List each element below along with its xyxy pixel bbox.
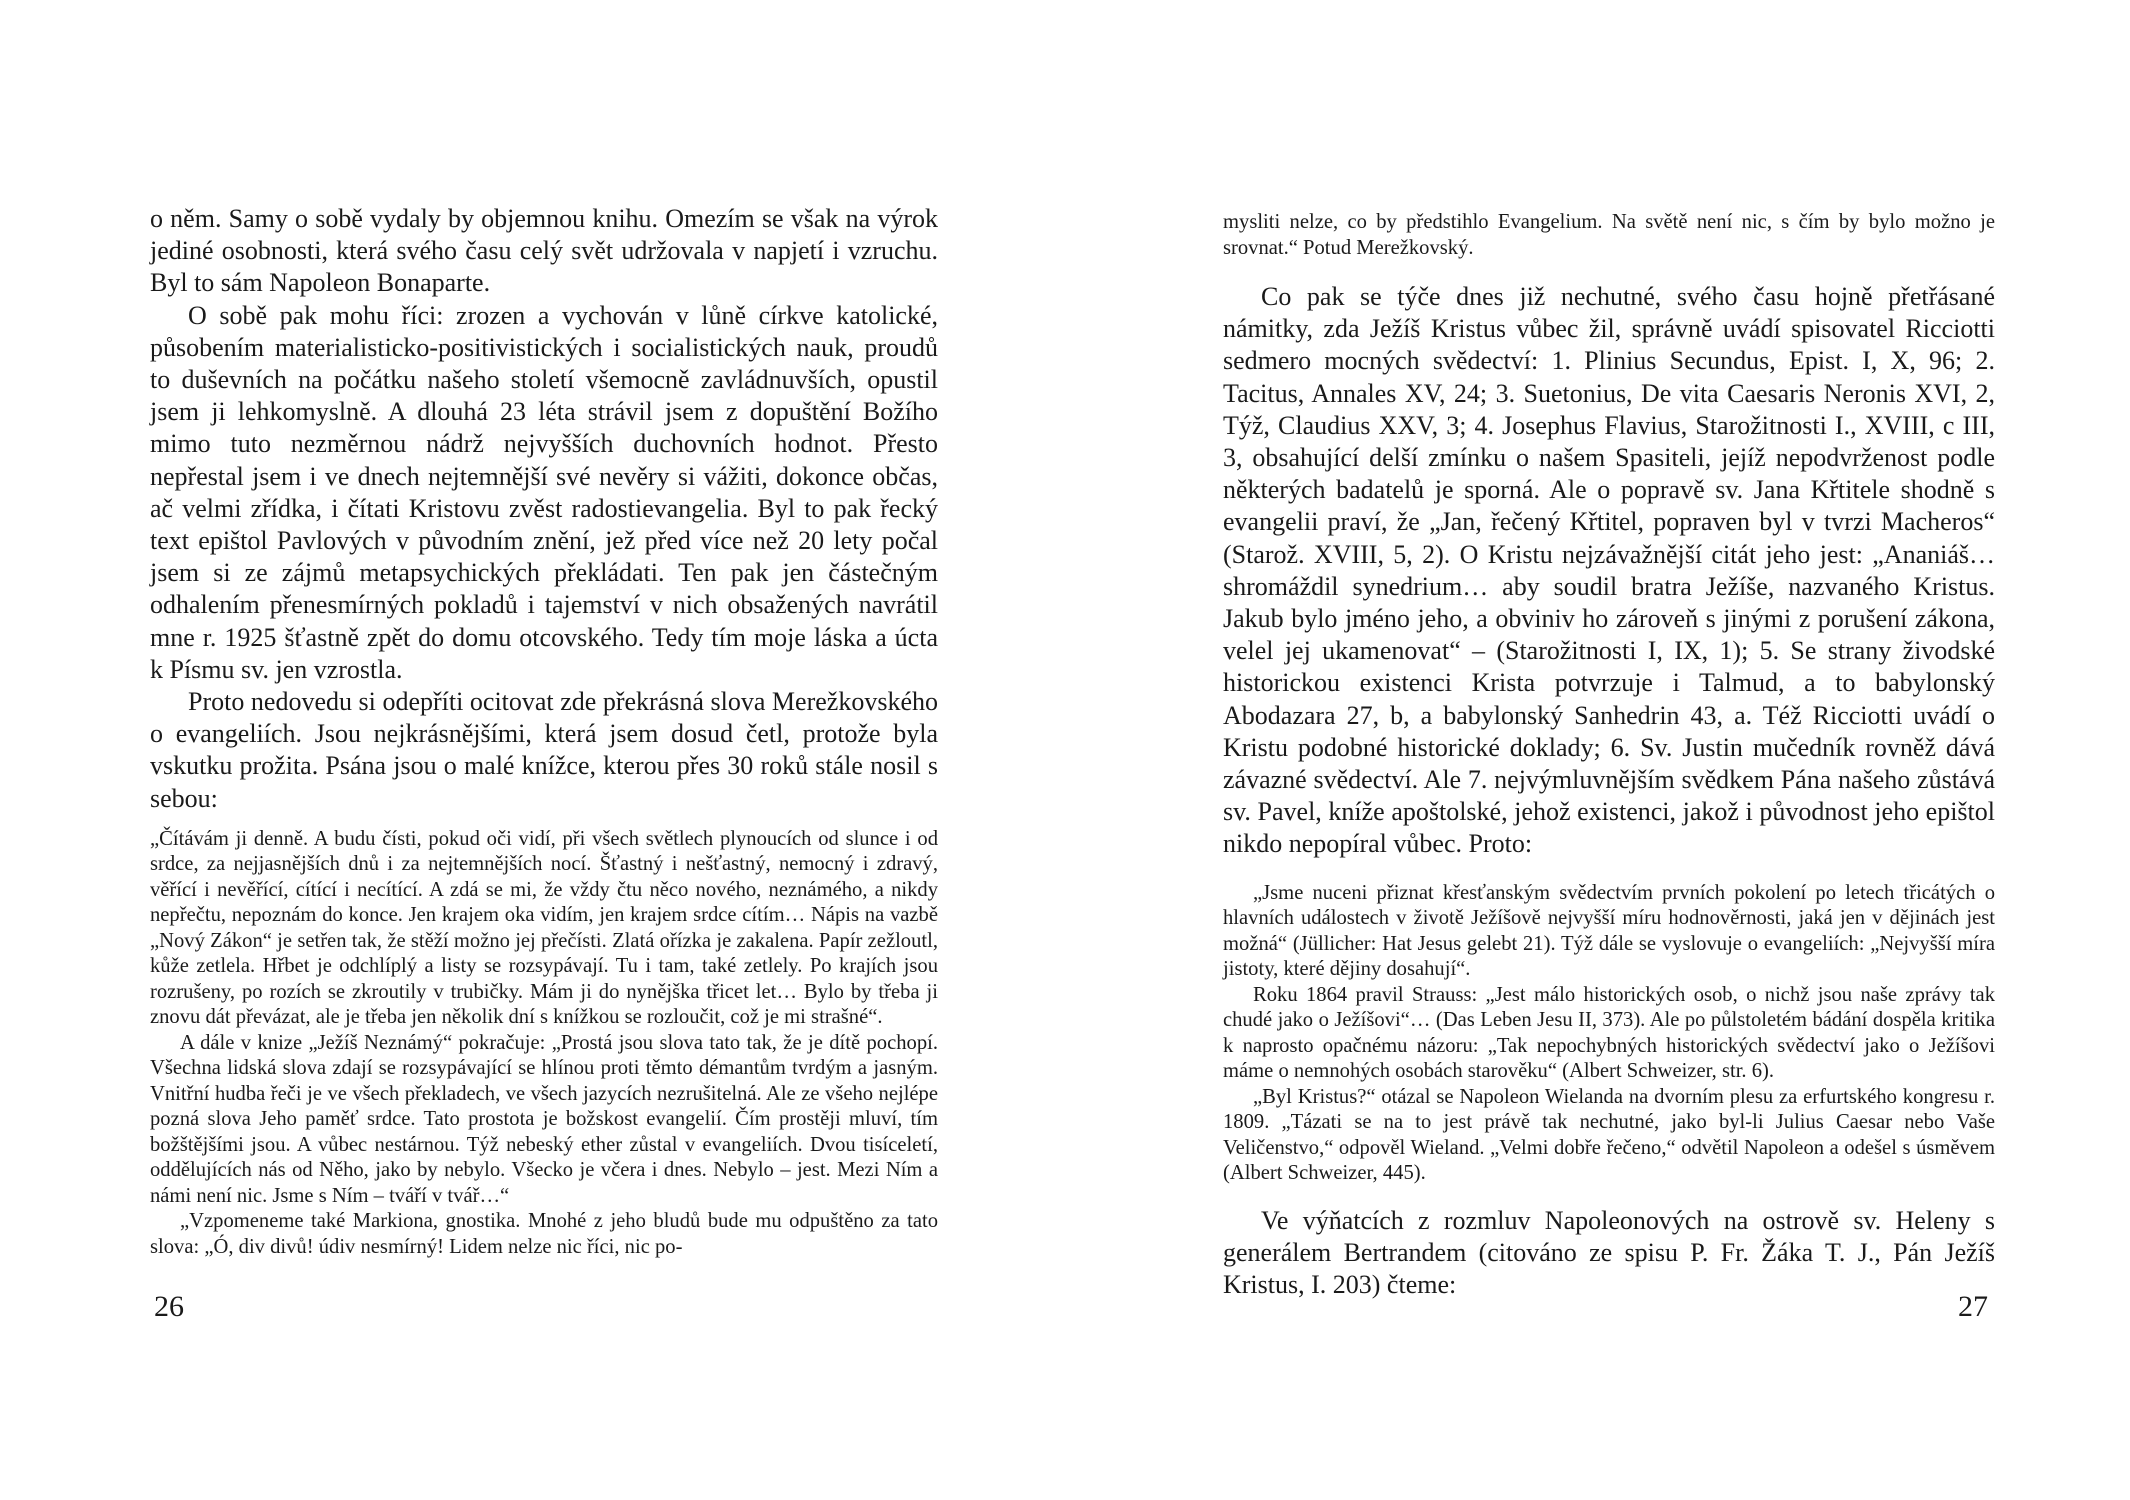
quote-paragraph: „Jsme nuceni přiznat křesťanským svědectvím prvních pokolení po letech třicátých o hlavních událostech v životě Ježíšově nejvyšší míru hodnověrnosti, jaká jen v dějinách jest možná“ (Jüllicher: Hat Jesus gelebt 21). Týž dále se vyslovuje o evangeliích: „Nejvyšší míra jistoty, které dějiny dosahují“. — [1223, 881, 1995, 981]
quote-paragraph: „Čítávám ji denně. A budu čísti, pokud oči vidí, při všech světlech plynoucích od slunce i od srdce, za nejjasnějších dnů i za nejtemnějších nocí. Šťastný i nešťastný, nemocný i zdravý, věřící i nevěřící, cítící i necítící. A zdá se mi, že vždy čtu něco nového, neznámého, a nikdy nepřečtu, nepoznám do konce. Jen krajem oka vidím, jen krajem srdce cítím… Nápis na vazbě „Nový Zákon“ je setřen tak, že stěží možno jej přečísti. Zlatá ořízka je zakalena. Papír zežloutl, kůže zetlela. Hřbet je odchlíplý a listy se rozsypávají. Tu i tam, také zetlely. Po krajích jsou rozrušeny, po rozích se zkroutily v trubičky. Mám ji do nynějška třicet let… Bylo by třeba ji znovu dát převázat, ale je třeba jen několik dní s knížkou se rozloučit, což je mi strašné“. — [150, 827, 938, 1029]
left-page — [150, 203, 938, 1260]
body-paragraph: Co pak se týče dnes již nechutné, svého času hojně přetřásané námitky, zda Ježíš Kristus vůbec žil, správně uvádí spisovatel Ricciotti sedmero mocných svědectví: 1. Plinius Secundus, Epist. I, X, 96; 2. Tacitus, Annales XV, 24; 3. Suetonius, De vita Caesaris Neronis XVI, 2, Týž, Claudius XXV, 3; 4. Josephus Flavius, Starožitnosti I., XVIII, c III, 3, obsahující delší zmínku o našem Spasiteli, jejíž nepodvrženost podle některých badatelů je sporná. Ale o popravě sv. Jana Křtitele shodně s evangelii praví, že „Jan, řečený Křtitel, popraven byl v tvrzi Macheros“ (Starož. XVIII, 5, 2). O Kristu nejzávažnější citát jeho jest: „Ananiáš… shromáždil synedrium… aby soudil bratra Ježíše, nazvaného Kristus. Jakub bylo jméno jeho, a obviniv ho zároveň s jinými z porušení zákona, velel jej ukamenovat“ – (Starožitnosti I, IX, 1); 5. Se strany živodské historickou existenci Krista potvrzuje i Talmud, a to babylonský Abodazara 27, b, a babylonský Sanhedrin 43, a. Též Ricciotti uvádí o Kristu podobné historické doklady; 6. Sv. Justin mučedník rovněž dává závazné svědectví. Ale 7. nejvýmluvnějším svědkem Pána našeho zůstává sv. Pavel, kníže apoštolské, jehož existenci, jakož i původnost jeho epištol nikdo nepopíral vůbec. Proto: — [1223, 282, 1995, 859]
quote-paragraph: „Vzpomeneme také Markiona, gnostika. Mnohé z jeho bludů bude mu odpuštěno za tato slova: „Ó, div divů! údiv nesmírný! Lidem nelze nic říci, nic po- — [150, 1210, 938, 1258]
body-paragraph: O sobě pak mohu říci: zrozen a vychován v lůně církve katolické, působením materialisticko-positivistických i socialistických nauk, proudů to duševních na počátku našeho století všemocně zavládnuvších, opustil jsem ji lehkomyslně. A dlouhá 23 léta strávil jsem z dopuštění Božího mimo tuto nezměrnou nádrž nejvyšších duchovních hodnot. Přesto nepřestal jsem i ve dnech nejtemnější své nevěry si vážiti, dokonce občas, ač velmi zřídka, i čítati Kristovu zvěst radostievangelia. Byl to pak řecký text epištol Pavlových v původním znění, jež před více než 20 lety počal jsem si ze zájmů metapsychických překládati. Ten pak jen částečným odhalením přenesmírných pokladů i tajemství v nich obsažených navrátil mne r. 1925 šťastně zpět do domu otcovského. Tedy tím moje láska a úcta k Písmu sv. jen vzrostla. — [150, 300, 938, 684]
right-page — [1223, 210, 1995, 1301]
quote-paragraph: A dále v knize „Ježíš Neznámý“ pokračuje: „Prostá jsou slova tato tak, že je dítě pochopí. Všechna lidská slova zdají se rozsypávající se hlínou proti těmto démantům tvrdým a jasným. Vnitřní hudba řeči je ve všech překladech, ve všech jazycích nezrušitelná. Ale ze všeho nejlépe pozná slova Jeho paměť srdce. Tato prostota je božskost evangelií. Čím prostěji mluví, tím božštějšími jsou. A vůbec nestárnou. Týž nebeský ether zůstal v evangeliích. Dvou tisíceletí, oddělujících nás od Něho, jako by nebylo. Všecko je včera i dnes. Nebylo – jest. Mezi Ním a námi není nic. Jsme s Ním – tváří v tvář…“ — [150, 1031, 938, 1207]
page-number-left: 26 — [154, 1290, 184, 1323]
page-number-right: 27 — [1958, 1290, 1988, 1323]
quotation-block — [1223, 881, 1995, 1187]
body-paragraph: Proto nedovedu si odepříti ocitovat zde překrásná slova Merežkovského o evangeliích. Jsou nejkrásnějšími, která jsem dosud četl, protože byla vskutku prožita. Psána jsou o malé knížce, kterou přes 30 roků stále nosil s sebou: — [150, 687, 938, 813]
quote-paragraph: „Byl Kristus?“ otázal se Napoleon Wielanda na dvorním plesu za erfurtského kongresu r. 1809. „Tázati se na to jest právě tak nechutné, jako byl-li Julius Caesar nebo Vaše Veličenstvo,“ odpověl Wieland. „Velmi dobře řečeno,“ odvětil Napoleon a odešel s úsměvem (Albert Schweizer, 445). — [1223, 1085, 1995, 1185]
quotation-block — [150, 827, 938, 1261]
continued-quote: mysliti nelze, co by předstihlo Evangelium. Na světě není nic, s čím by bylo možno je srovnat.“ Potud Merežkovský. — [1223, 211, 1995, 259]
body-paragraph: o něm. Samy o sobě vydaly by objemnou knihu. Omezím se však na výrok jediné osobnosti, která svého času celý svět udržovala v napjetí i vzruchu. Byl to sám Napoleon Bonaparte. — [150, 204, 938, 298]
quote-paragraph: Roku 1864 pravil Strauss: „Jest málo historických osob, o nichž jsou naše zprávy tak chudé jako o Ježíšovi“… (Das Leben Jesu II, 373). Ale po půlstoletém bádání dospěla kritika k naprosto opačnému názoru: „Tak nepochybných historických svědectví jako o Ježíšovi máme o nemnohých osobách starověku“ (Albert Schweizer, str. 6). — [1223, 983, 1995, 1083]
body-paragraph: Ve výňatcích z rozmluv Napoleonových na ostrově sv. Heleny s generálem Bertrandem (citováno ze spisu P. Fr. Žáka T. J., Pán Ježíš Kristus, I. 203) čteme: — [1223, 1205, 1995, 1300]
